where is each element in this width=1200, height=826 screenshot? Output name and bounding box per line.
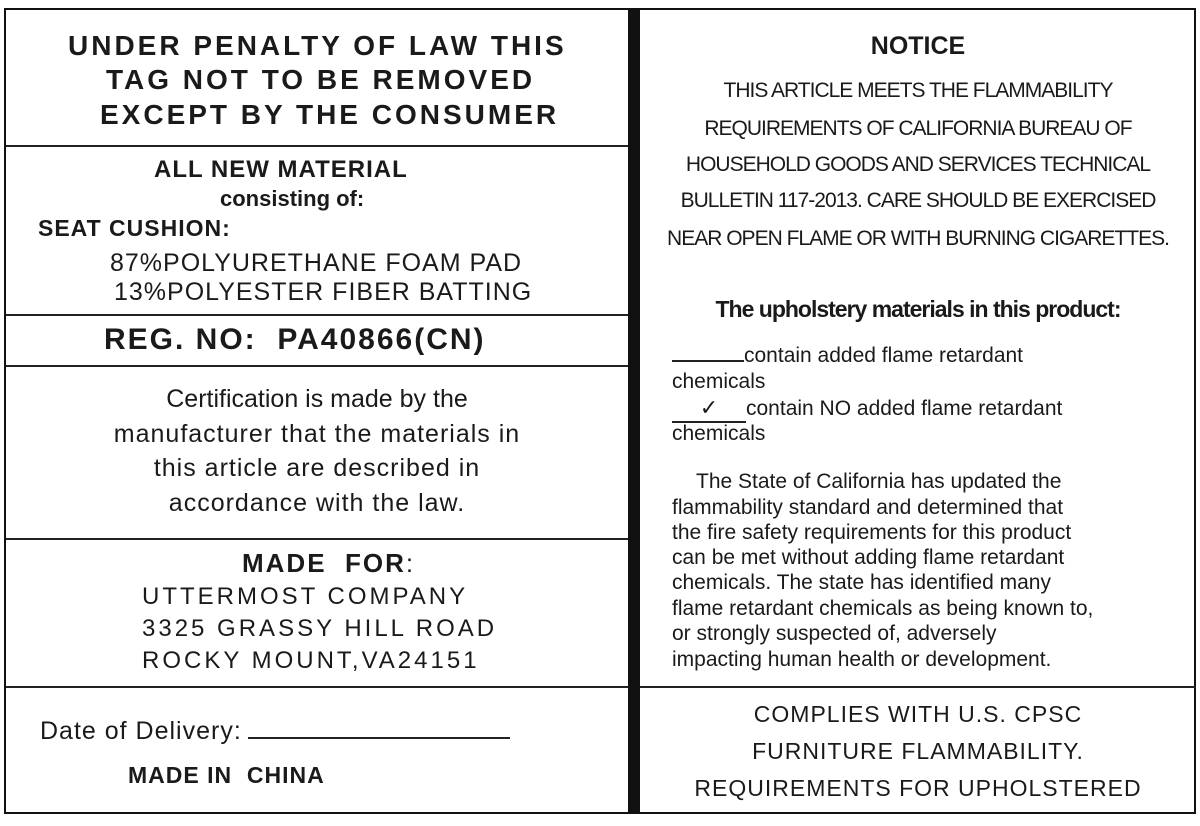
seat-cushion-item-1: 87%POLYURETHANE FOAM PAD [110, 249, 523, 277]
option-added-retardant [672, 344, 1023, 368]
divider-right-1 [640, 686, 1196, 688]
checkmark-icon: ✓ [699, 396, 719, 421]
certification-line-4: accordance with the law. [168, 489, 466, 517]
made-in: MADE IN CHINA [128, 762, 325, 788]
made-for-colon: : [405, 548, 416, 578]
notice-line-2: REQUIREMENTS OF CALIFORNIA BUREAU OF [704, 117, 1132, 140]
option-no-blank [672, 396, 746, 423]
seat-cushion-item-2: 13%POLYESTER FIBER BATTING [114, 278, 533, 306]
made-for-label [242, 548, 415, 579]
state-line-6: flame retardant chemicals as being known to, [672, 597, 1094, 620]
cpsc-line-1: COMPLIES WITH U.S. CPSC [753, 701, 1083, 727]
date-of-delivery-blank [248, 737, 510, 739]
warning-line-2: TAG NOT TO BE REMOVED [106, 64, 536, 95]
date-of-delivery [40, 717, 510, 746]
divider-left-5 [6, 686, 628, 688]
state-line-7: or strongly suspected of, adversely [672, 622, 997, 645]
upholstery-heading: The upholstery materials in this product: [715, 296, 1121, 322]
option-added-blank [672, 360, 744, 362]
state-line-5: chemicals. The state has identified many [672, 571, 1051, 594]
certification-line-1: Certification is made by the [166, 385, 468, 413]
reg-no: REG. NO: PA40866(CN) [104, 323, 486, 356]
divider-left-3 [6, 365, 628, 367]
law-label-tag [4, 8, 1196, 814]
state-line-4: can be met without adding flame retardant [672, 546, 1065, 569]
made-for-line-1: UTTERMOST COMPANY [142, 583, 469, 610]
option-added-text: contain added flame retardant [744, 344, 1024, 367]
divider-left-4 [6, 538, 628, 540]
divider-left-1 [6, 145, 628, 147]
notice-line-5: NEAR OPEN FLAME OR WITH BURNING CIGARETTES. [667, 227, 1169, 250]
certification-line-2: manufacturer that the materials in [113, 420, 521, 448]
state-line-1: The State of California has updated the [696, 470, 1062, 493]
option-no-retardant [672, 396, 1062, 423]
seat-cushion-label: SEAT CUSHION: [38, 215, 231, 241]
date-of-delivery-label: Date of Delivery: [40, 717, 242, 745]
made-for-line-2: 3325 GRASSY HILL ROAD [142, 615, 498, 642]
option-no-cont: chemicals [672, 422, 766, 445]
material-sub: consisting of: [220, 186, 365, 211]
cpsc-line-3: REQUIREMENTS FOR UPHOLSTERED [694, 775, 1142, 801]
state-line-3: the fire safety requirements for this product [672, 521, 1072, 544]
column-divider [628, 10, 640, 812]
material-heading: ALL NEW MATERIAL [154, 156, 408, 183]
made-for-line-3: ROCKY MOUNT,VA24151 [142, 647, 480, 674]
notice-title: NOTICE [870, 32, 966, 60]
notice-line-3: HOUSEHOLD GOODS AND SERVICES TECHNICAL [685, 153, 1151, 176]
warning-line-3: EXCEPT BY THE CONSUMER [100, 99, 560, 130]
option-added-cont: chemicals [672, 370, 766, 393]
cpsc-line-2: FURNITURE FLAMMABILITY. [752, 738, 1084, 764]
notice-line-1: THIS ARTICLE MEETS THE FLAMMABILITY [723, 79, 1113, 102]
divider-left-2 [6, 314, 628, 316]
state-line-8: impacting human health or development. [672, 648, 1052, 671]
made-for-label-text: MADE FOR [242, 548, 406, 578]
state-line-2: flammability standard and determined that [672, 496, 1064, 519]
warning-line-1: UNDER PENALTY OF LAW THIS [68, 30, 567, 61]
option-no-text: contain NO added flame retardant [746, 397, 1063, 420]
certification-line-3: this article are described in [153, 454, 481, 482]
notice-line-4: BULLETIN 117-2013. CARE SHOULD BE EXERCISED [680, 189, 1156, 212]
